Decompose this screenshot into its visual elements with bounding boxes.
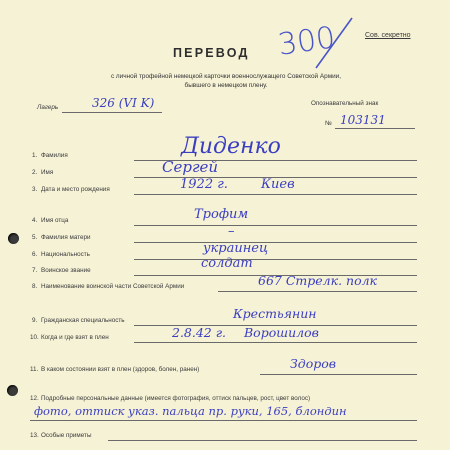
tag-number-sign: №	[325, 120, 332, 127]
field-10-underline	[134, 342, 417, 343]
field-11-label: В каком состоянии взят в плен (здоров, болен, ранен)	[41, 366, 200, 373]
field-8-underline	[218, 291, 417, 292]
field-8-label: Наименование воинской части Советской Армии	[41, 283, 185, 290]
field-3-value: 1922 г.	[180, 177, 228, 192]
tag-value: 103131	[340, 113, 386, 127]
tag-label: Опознавательный знак	[311, 100, 379, 107]
number-stamp: 300	[275, 20, 338, 63]
field-4-value: Трофим	[194, 207, 249, 222]
field-2-label: Имя	[41, 169, 54, 176]
field-2-num: 2.	[32, 169, 38, 176]
field-6-num: 6.	[32, 251, 38, 258]
field-7-value: солдат	[201, 256, 253, 271]
field-3-underline	[134, 194, 417, 195]
field-9-label: Гражданская специальность	[41, 317, 125, 324]
field-9-value: Крестьянин	[233, 306, 317, 321]
field-12-label: Подробные персональные данные (имеется фотография, оттиск пальцев, рост, цвет волос)	[41, 395, 311, 402]
subtitle-line-2: бывшего в немецком плену.	[184, 82, 268, 89]
field-13-underline	[108, 440, 417, 441]
field-1-label: Фамилия	[41, 152, 68, 159]
field-4-label: Имя отца	[41, 217, 69, 224]
classification-label: Сов. секретно	[365, 32, 411, 39]
field-6-value: украинец	[203, 241, 269, 256]
camp-label: Лагерь	[37, 104, 59, 111]
field-6-underline	[134, 259, 417, 260]
field-7-label: Воинское звание	[41, 267, 91, 274]
field-5-value: –	[228, 224, 235, 239]
field-10-label: Когда и где взят в плен	[41, 334, 109, 341]
field-10-num: 10.	[30, 334, 39, 341]
tag-underline	[335, 128, 415, 129]
field-13-num: 13.	[30, 432, 39, 439]
camp-underline	[62, 112, 162, 113]
page-title: ПЕРЕВОД	[173, 46, 250, 60]
field-6-label: Национальность	[41, 251, 90, 258]
field-8-value: 667 Стрелк. полк	[258, 273, 378, 288]
field-12-num: 12.	[30, 395, 39, 402]
camp-value: 326 (VI K)	[92, 96, 155, 110]
field-5-label: Фамилия матери	[41, 234, 91, 241]
punch-hole-top	[8, 233, 19, 244]
field-9-num: 9.	[32, 317, 38, 324]
field-4-num: 4.	[32, 217, 38, 224]
field-11-value: Здоров	[290, 356, 337, 371]
stamp-slash	[300, 12, 360, 72]
field-12-underline	[30, 420, 417, 421]
field-3-num: 3.	[32, 186, 38, 193]
field-13-label: Особые приметы	[41, 432, 92, 439]
subtitle-line-1: с личной трофейной немецкой карточки военнослужащего Советской Армии,	[110, 73, 342, 80]
field-5-num: 5.	[32, 234, 38, 241]
field-4-underline	[134, 225, 417, 226]
field-3-value-place: Киев	[261, 177, 295, 192]
field-12-value: фото, оттиск указ. пальца пр. руки, 165, блондин	[34, 404, 347, 418]
field-10-value: 2.8.42 г.	[172, 325, 227, 340]
field-11-underline	[260, 374, 417, 375]
punch-hole-bottom	[7, 385, 18, 396]
field-1-value: Диденко	[181, 134, 281, 159]
field-2-value: Сергей	[162, 158, 219, 176]
field-1-num: 1.	[32, 152, 38, 159]
field-5-underline	[134, 242, 417, 243]
field-10-value-place: Ворошилов	[244, 325, 319, 340]
field-3-label: Дата и место рождения	[41, 186, 110, 193]
field-7-num: 7.	[32, 267, 38, 274]
field-8-num: 8.	[32, 283, 38, 290]
field-11-num: 11.	[30, 366, 39, 373]
